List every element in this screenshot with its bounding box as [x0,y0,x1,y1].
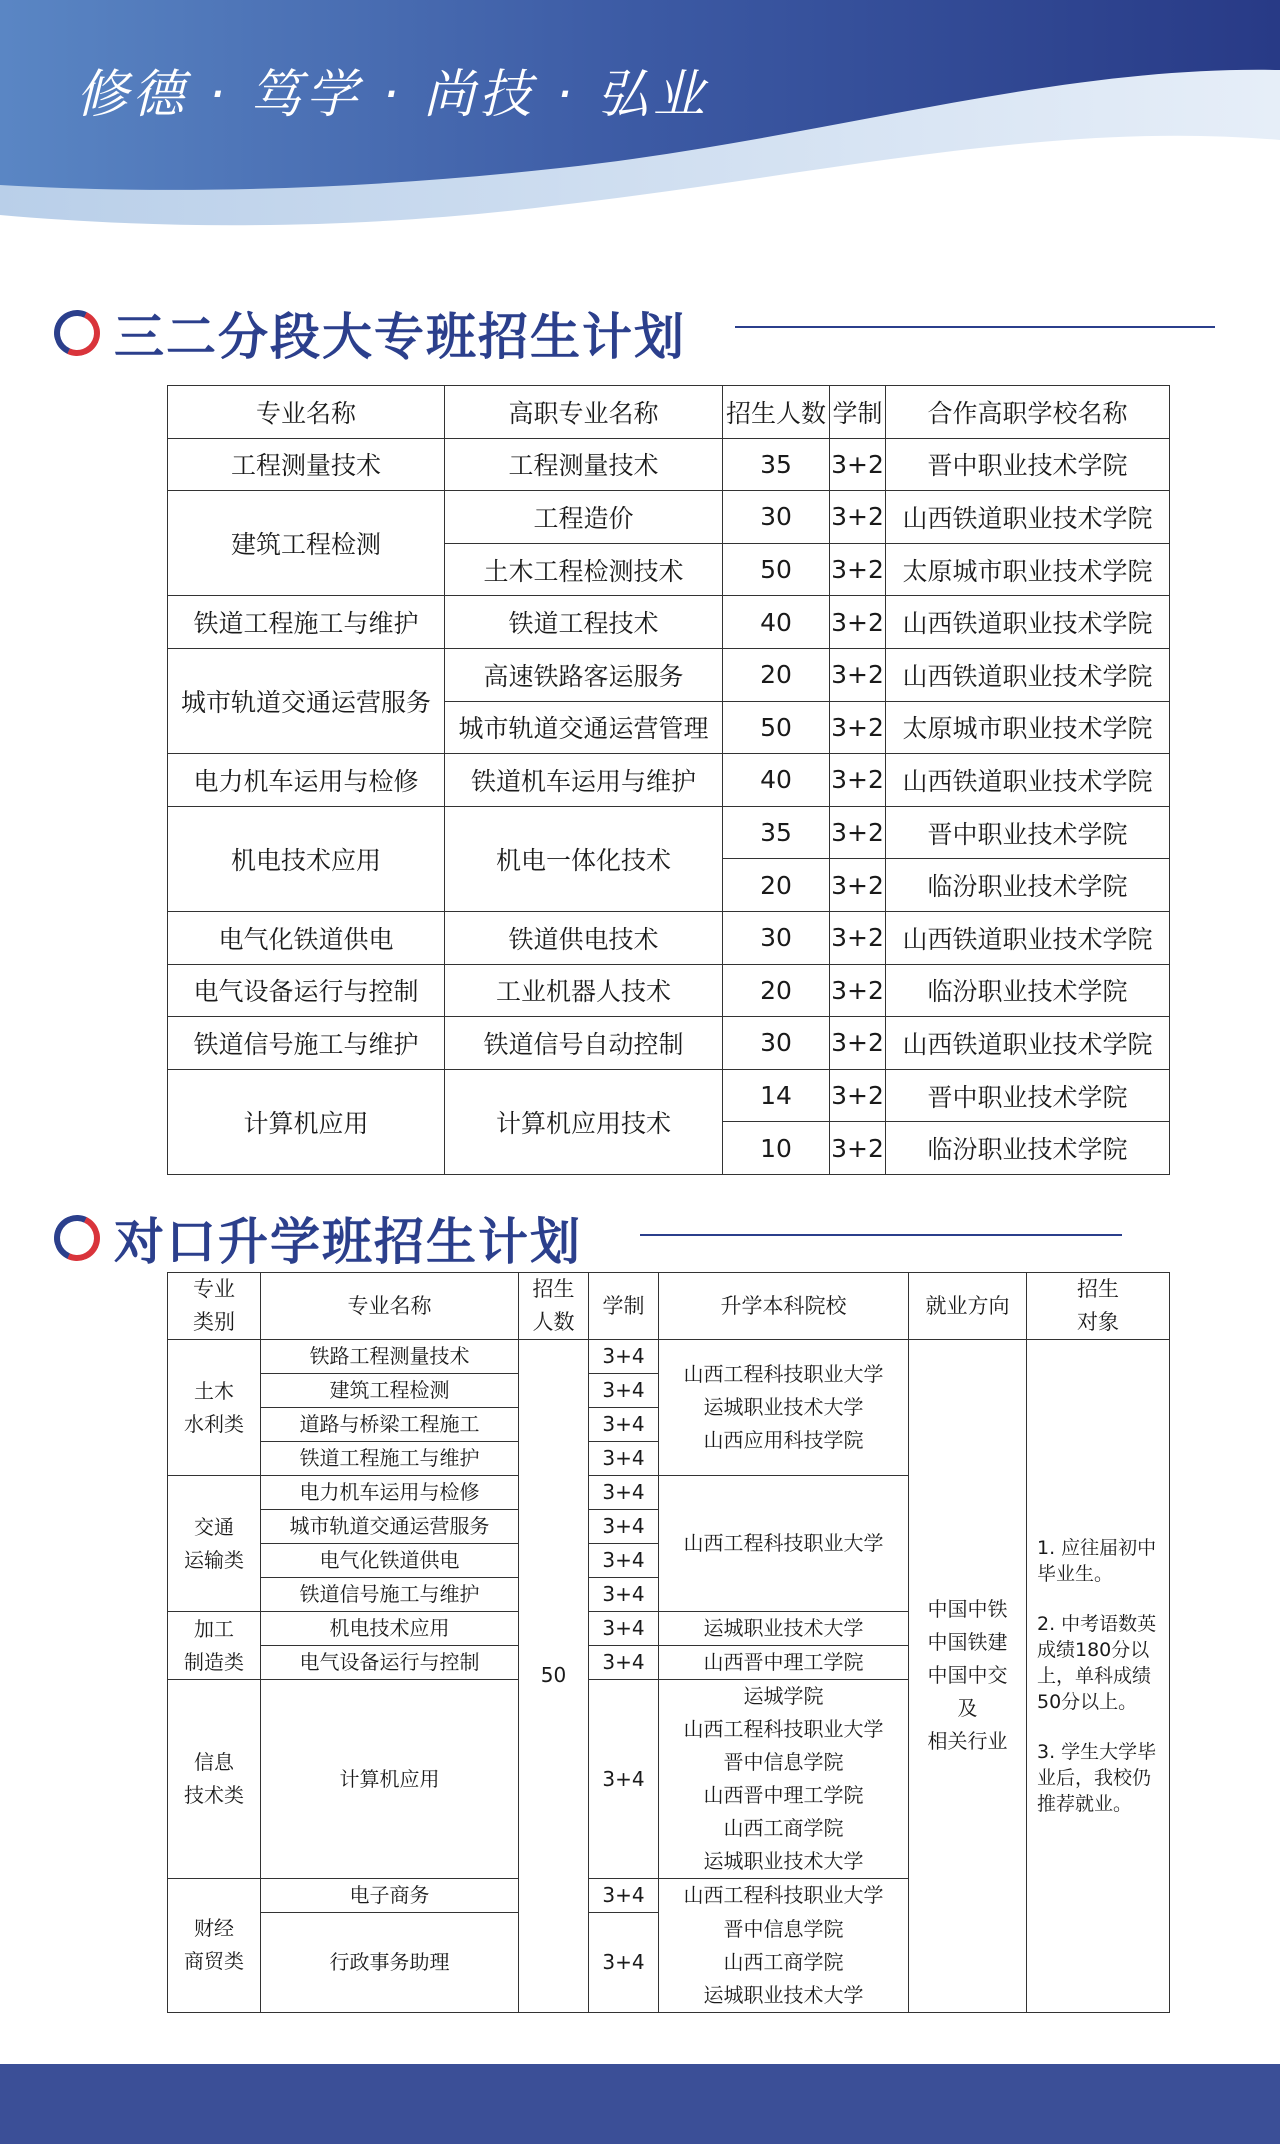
direct-admission-table [167,1272,1170,2013]
university-cell: 运城职业技术大学 [659,1845,909,1879]
category-line: 土木 [194,1378,234,1403]
school-cell: 山西铁道职业技术学院 [886,1017,1170,1070]
duration-cell: 3+4 [589,1680,659,1879]
major-cell: 建筑工程检测 [261,1374,519,1408]
category-line: 技术类 [184,1783,244,1807]
quota-cell: 20 [723,964,830,1017]
duration-cell: 3+4 [589,1374,659,1408]
university-cell: 山西工程科技职业大学 [659,1879,909,1913]
col-header-quota [519,1273,589,1340]
duration-cell: 3+4 [589,1879,659,1913]
duration-cell: 3+2 [830,859,886,912]
duration-cell: 3+4 [589,1913,659,2013]
header-line: 招生 [532,1277,575,1301]
quota-cell: 30 [723,491,830,544]
major-cell: 机电技术应用 [168,806,445,911]
target-note: 2. 中考语数英成绩180分以上，单科成绩50分以上。 [1037,1612,1157,1713]
school-cell: 山西铁道职业技术学院 [886,596,1170,649]
quota-cell: 20 [723,859,830,912]
category-cell [168,1476,261,1612]
duration-cell: 3+2 [830,806,886,859]
university-cell [659,1340,909,1476]
table-row [168,1017,1170,1070]
duration-cell: 3+2 [830,543,886,596]
section1-title-rule [735,326,1215,328]
higher-major-cell: 工程造价 [445,491,723,544]
major-cell: 城市轨道交通运营服务 [168,648,445,753]
category-cell [168,1340,261,1476]
university-cell: 山西晋中理工学院 [659,1779,909,1812]
quota-cell: 50 [519,1340,589,2013]
quota-cell: 30 [723,1017,830,1070]
higher-major-cell: 工业机器人技术 [445,964,723,1017]
quota-cell: 35 [723,438,830,491]
category-line: 信息 [194,1750,234,1774]
school-cell: 山西铁道职业技术学院 [886,911,1170,964]
table-header-row [168,1273,1170,1340]
employment-cell [909,1340,1027,2013]
table-row [168,438,1170,491]
school-cell: 临汾职业技术学院 [886,964,1170,1017]
duration-cell: 3+4 [589,1612,659,1646]
school-cell: 晋中职业技术学院 [886,438,1170,491]
school-cell: 山西铁道职业技术学院 [886,491,1170,544]
higher-major-cell: 计算机应用技术 [445,1069,723,1174]
duration-cell: 3+2 [830,754,886,807]
header-line: 招生 [1077,1277,1119,1301]
category-line: 加工 [194,1616,234,1641]
target-notes-cell [1027,1340,1170,2013]
higher-major-cell: 铁道工程技术 [445,596,723,649]
university-line: 山西工程科技职业大学 [683,1362,884,1386]
quota-cell: 20 [723,648,830,701]
table-row [168,911,1170,964]
employment-line: 相关行业 [927,1729,1008,1754]
higher-major-cell: 铁道机车运用与维护 [445,754,723,807]
duration-cell: 3+4 [589,1544,659,1578]
section2-title-rule [640,1234,1122,1236]
major-cell: 铁路工程测量技术 [261,1340,519,1374]
higher-major-cell: 土木工程检测技术 [445,543,723,596]
section2-title: 对口升学班招生计划 [114,1213,582,1271]
category-line: 财经 [194,1916,234,1941]
employment-line: 中国中交 [927,1663,1008,1688]
col-header-university: 升学本科院校 [659,1273,909,1340]
section1-heading [54,297,686,369]
col-header: 专业名称 [168,386,445,439]
category-line: 交通 [194,1514,234,1539]
quota-cell: 30 [723,911,830,964]
school-cell: 太原城市职业技术学院 [886,543,1170,596]
col-header: 合作高职学校名称 [886,386,1170,439]
major-cell: 计算机应用 [168,1069,445,1174]
duration-cell: 3+2 [830,491,886,544]
major-cell: 电力机车运用与检修 [261,1476,519,1510]
col-header: 招生人数 [723,386,830,439]
major-cell: 铁道工程施工与维护 [261,1442,519,1476]
quota-cell: 50 [723,543,830,596]
university-cell: 山西工商学院 [659,1946,909,1979]
target-note: 3. 学生大学毕业后，我校仍推荐就业。 [1037,1740,1157,1815]
three-two-plan-table [167,385,1170,1175]
university-cell: 晋中信息学院 [659,1746,909,1779]
quota-cell: 40 [723,596,830,649]
duration-cell: 3+2 [830,1122,886,1175]
table-row [168,754,1170,807]
university-cell: 山西工程科技职业大学 [659,1476,909,1612]
table-row [168,596,1170,649]
major-cell: 电子商务 [261,1879,519,1913]
major-cell: 建筑工程检测 [168,491,445,596]
col-header: 学制 [830,386,886,439]
duration-cell: 3+2 [830,1069,886,1122]
col-header-major: 专业名称 [261,1273,519,1340]
category-cell [168,1612,261,1680]
header-banner [0,0,1280,290]
major-cell: 电力机车运用与检修 [168,754,445,807]
employment-line: 中国铁建 [927,1630,1008,1655]
duration-cell: 3+4 [589,1646,659,1680]
quota-cell: 14 [723,1069,830,1122]
footer-band [0,2064,1280,2144]
major-cell: 道路与桥梁工程施工 [261,1408,519,1442]
col-header-employment: 就业方向 [909,1273,1027,1340]
higher-major-cell: 工程测量技术 [445,438,723,491]
quota-cell: 40 [723,754,830,807]
section-ring-icon [48,304,107,363]
university-cell: 运城学院 [659,1680,909,1714]
duration-cell: 3+2 [830,964,886,1017]
major-cell: 电气设备运行与控制 [261,1646,519,1680]
quota-cell: 50 [723,701,830,754]
duration-cell: 3+4 [589,1578,659,1612]
table-row [168,964,1170,1017]
university-cell: 山西晋中理工学院 [659,1646,909,1680]
col-header-target [1027,1273,1170,1340]
col-header: 高职专业名称 [445,386,723,439]
major-cell: 电气化铁道供电 [168,911,445,964]
header-line: 专业 [193,1277,235,1301]
major-cell: 工程测量技术 [168,438,445,491]
duration-cell: 3+2 [830,648,886,701]
university-cell: 山西工程科技职业大学 [659,1713,909,1746]
category-line: 制造类 [184,1649,244,1674]
school-cell: 山西铁道职业技术学院 [886,648,1170,701]
school-cell: 晋中职业技术学院 [886,806,1170,859]
category-line: 水利类 [184,1411,244,1436]
col-header-category [168,1273,261,1340]
table-row [168,1340,1170,1374]
school-cell: 临汾职业技术学院 [886,859,1170,912]
table-row [168,1069,1170,1122]
major-cell: 铁道信号施工与维护 [168,1017,445,1070]
major-cell: 计算机应用 [261,1680,519,1879]
header-line: 人数 [532,1310,575,1334]
quota-cell: 35 [723,806,830,859]
school-motto: 修德 · 笃学 · 尚技 · 弘业 [76,65,709,125]
higher-major-cell: 城市轨道交通运营管理 [445,701,723,754]
section2-heading [54,1202,582,1274]
category-line: 运输类 [184,1547,244,1572]
section1-title: 三二分段大专班招生计划 [114,308,686,366]
employment-line: 中国中铁 [927,1597,1008,1622]
table-row [168,491,1170,544]
school-cell: 山西铁道职业技术学院 [886,754,1170,807]
university-line: 山西应用科技学院 [703,1428,864,1452]
school-cell: 晋中职业技术学院 [886,1069,1170,1122]
duration-cell: 3+4 [589,1476,659,1510]
category-line: 商贸类 [184,1949,244,1974]
target-note: 1. 应往届初中毕业生。 [1037,1536,1157,1585]
quota-cell: 10 [723,1122,830,1175]
table-header-row [168,386,1170,439]
higher-major-cell: 铁道信号自动控制 [445,1017,723,1070]
higher-major-cell: 机电一体化技术 [445,806,723,911]
duration-cell: 3+4 [589,1340,659,1374]
major-cell: 铁道信号施工与维护 [261,1578,519,1612]
duration-cell: 3+2 [830,701,886,754]
duration-cell: 3+4 [589,1408,659,1442]
university-cell: 运城职业技术大学 [659,1612,909,1646]
header-line: 对象 [1077,1310,1119,1334]
higher-major-cell: 高速铁路客运服务 [445,648,723,701]
duration-cell: 3+2 [830,596,886,649]
duration-cell: 3+2 [830,1017,886,1070]
employment-line: 及 [957,1696,978,1721]
header-wave-graphic [0,0,1280,290]
school-cell: 太原城市职业技术学院 [886,701,1170,754]
table-row [168,806,1170,859]
header-line: 类别 [193,1310,235,1334]
duration-cell: 3+2 [830,911,886,964]
university-cell: 山西工商学院 [659,1812,909,1845]
major-cell: 电气设备运行与控制 [168,964,445,1017]
major-cell: 机电技术应用 [261,1612,519,1646]
major-cell: 铁道工程施工与维护 [168,596,445,649]
major-cell: 电气化铁道供电 [261,1544,519,1578]
duration-cell: 3+4 [589,1510,659,1544]
university-cell: 晋中信息学院 [659,1913,909,1946]
higher-major-cell: 铁道供电技术 [445,911,723,964]
major-cell: 城市轨道交通运营服务 [261,1510,519,1544]
table-row [168,648,1170,701]
school-cell: 临汾职业技术学院 [886,1122,1170,1175]
category-cell [168,1680,261,1879]
university-cell: 运城职业技术大学 [659,1979,909,2013]
duration-cell: 3+2 [830,438,886,491]
col-header-duration: 学制 [589,1273,659,1340]
section-ring-icon [48,1209,107,1268]
category-cell [168,1879,261,2013]
major-cell: 行政事务助理 [261,1913,519,2013]
university-line: 运城职业技术大学 [703,1395,864,1419]
duration-cell: 3+4 [589,1442,659,1476]
